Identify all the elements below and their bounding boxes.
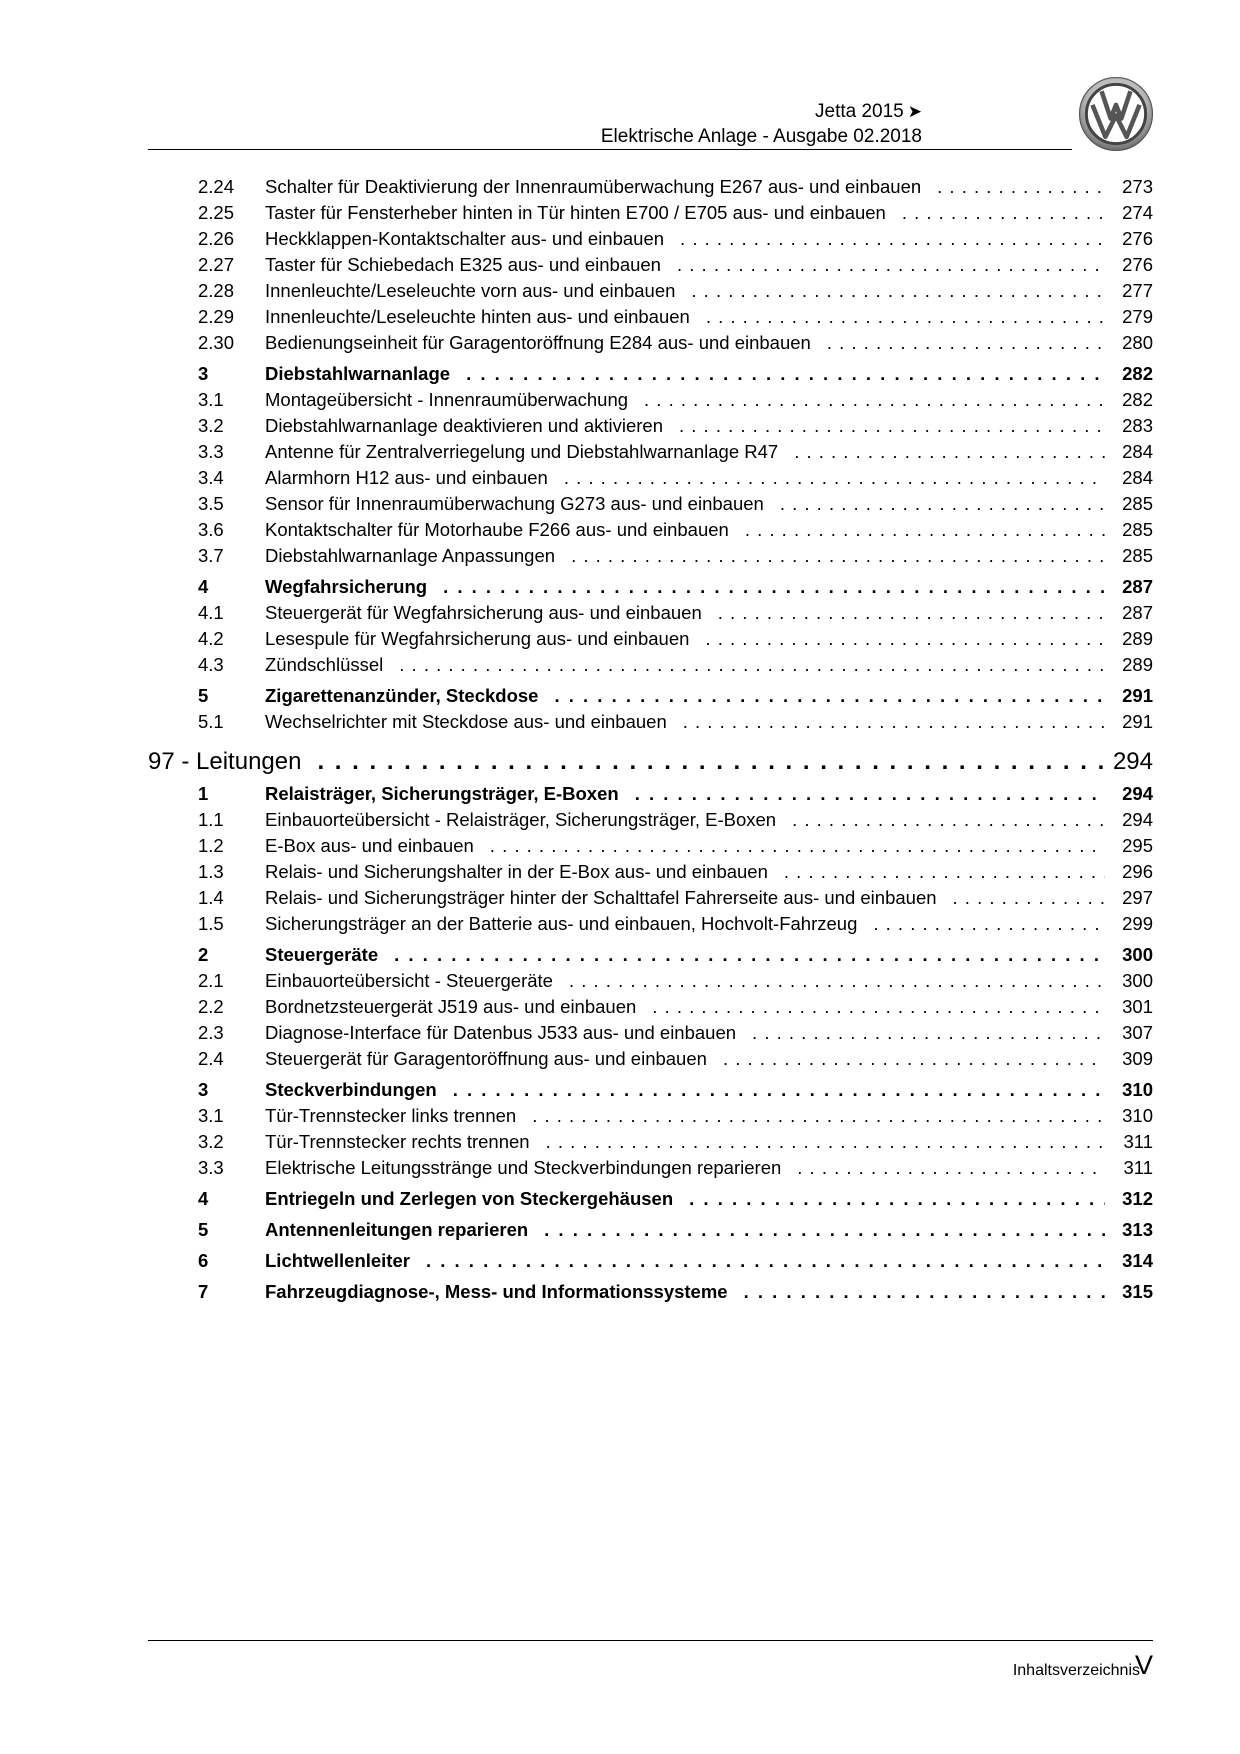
entry-number: 4.2 xyxy=(198,628,224,649)
entry-page: 279 xyxy=(1122,306,1153,327)
toc-section[interactable] xyxy=(148,1279,1153,1305)
toc-section[interactable] xyxy=(148,683,1153,709)
entry-title: Steuergerät für Wegfahrsicherung aus- und einbauen xyxy=(265,602,702,623)
section-title: Wegfahrsicherung xyxy=(265,576,428,597)
entry-page: 276 xyxy=(1122,228,1153,249)
entry-title: Sensor für Innenraumüberwachung G273 aus- und einbauen xyxy=(265,493,764,514)
entry-page: 289 xyxy=(1122,628,1153,649)
section-number: 3 xyxy=(198,1079,209,1100)
section-number: 2 xyxy=(198,944,209,965)
toc-entry[interactable] xyxy=(148,304,1153,330)
entry-number: 4.1 xyxy=(198,602,224,623)
entry-number: 3.4 xyxy=(198,467,224,488)
header-title xyxy=(815,101,922,123)
entry-title: Taster für Schiebedach E325 aus- und einbauen xyxy=(265,254,661,275)
entry-title: Kontaktschalter für Motorhaube F266 aus- und einbauen xyxy=(265,519,729,540)
toc-entry[interactable] xyxy=(148,413,1153,439)
section-title: Relaisträger, Sicherungsträger, E-Boxen xyxy=(265,783,619,804)
section-title: Diebstahlwarnanlage xyxy=(265,363,451,384)
toc-section[interactable] xyxy=(148,1248,1153,1274)
entry-title: Sicherungsträger an der Batterie aus- und einbauen, Hochvolt-Fahrzeug xyxy=(265,913,858,934)
entry-number: 3.2 xyxy=(198,415,224,436)
entry-number: 2.25 xyxy=(198,202,235,223)
entry-number: 3.1 xyxy=(198,1105,224,1126)
entry-number: 2.28 xyxy=(198,280,235,301)
header-divider xyxy=(148,149,1072,150)
entry-title: Bordnetzsteuergerät J519 aus- und einbauen xyxy=(265,996,637,1017)
entry-title: E-Box aus- und einbauen xyxy=(265,835,474,856)
entry-page: 284 xyxy=(1122,467,1153,488)
section-number: 5 xyxy=(198,685,209,706)
entry-page: 276 xyxy=(1122,254,1153,275)
entry-page: 284 xyxy=(1122,441,1153,462)
entry-page: 287 xyxy=(1122,602,1153,623)
entry-page: 277 xyxy=(1122,280,1153,301)
toc-entry[interactable] xyxy=(148,1103,1153,1129)
entry-page: 311 xyxy=(1123,1131,1153,1152)
entry-page: 301 xyxy=(1122,996,1153,1017)
entry-page: 299 xyxy=(1122,913,1153,934)
entry-page: 289 xyxy=(1122,654,1153,675)
entry-page: 294 xyxy=(1122,809,1153,830)
entry-page: 295 xyxy=(1122,835,1153,856)
entry-number: 3.1 xyxy=(198,389,224,410)
entry-number: 3.6 xyxy=(198,519,224,540)
toc-entry[interactable] xyxy=(148,600,1153,626)
entry-page: 282 xyxy=(1122,389,1153,410)
toc-entry[interactable] xyxy=(148,465,1153,491)
toc-section[interactable] xyxy=(148,942,1153,968)
entry-number: 2.4 xyxy=(198,1048,224,1069)
arrow-right-icon: ➤ xyxy=(907,102,922,121)
section-title: Steuergeräte xyxy=(265,944,379,965)
entry-title: Relais- und Sicherungshalter in der E-Box aus- und einbauen xyxy=(265,861,768,882)
toc-section[interactable] xyxy=(148,1077,1153,1103)
footer-divider xyxy=(148,1640,1153,1641)
section-page: 291 xyxy=(1122,685,1153,706)
section-page: 300 xyxy=(1122,944,1153,965)
toc-section[interactable] xyxy=(148,361,1153,387)
entry-title: Diebstahlwarnanlage Anpassungen xyxy=(265,545,556,566)
toc-entry[interactable] xyxy=(148,1129,1153,1155)
toc-entry[interactable] xyxy=(148,517,1153,543)
entry-number: 4.3 xyxy=(198,654,224,675)
entry-title: Innenleuchte/Leseleuchte hinten aus- und einbauen xyxy=(265,306,690,327)
entry-number: 2.26 xyxy=(198,228,235,249)
entry-title: Taster für Fensterheber hinten in Tür hinten E700 / E705 aus- und einbauen xyxy=(265,202,886,223)
toc-entry[interactable] xyxy=(148,833,1153,859)
section-number: 6 xyxy=(198,1250,209,1271)
entry-page: 307 xyxy=(1122,1022,1153,1043)
toc-chapter[interactable] xyxy=(148,743,1153,781)
section-title: Zigarettenanzünder, Steckdose xyxy=(265,685,539,706)
entry-number: 2.2 xyxy=(198,996,224,1017)
entry-title: Schalter für Deaktivierung der Innenraumüberwachung E267 aus- und einbauen xyxy=(265,176,922,197)
toc-section[interactable] xyxy=(148,1186,1153,1212)
entry-page: 285 xyxy=(1122,493,1153,514)
toc-entry[interactable] xyxy=(148,330,1153,356)
entry-title: Steuergerät für Garagentoröffnung aus- und einbauen xyxy=(265,1048,707,1069)
entry-number: 3.2 xyxy=(198,1131,224,1152)
entry-number: 3.7 xyxy=(198,545,224,566)
entry-number: 2.27 xyxy=(198,254,235,275)
chapter-page: 294 xyxy=(1112,748,1153,775)
section-title: Fahrzeugdiagnose-, Mess- und Informationssysteme xyxy=(265,1281,728,1302)
entry-number: 2.3 xyxy=(198,1022,224,1043)
toc-entry[interactable] xyxy=(148,807,1153,833)
section-page: 294 xyxy=(1122,783,1153,804)
section-page: 313 xyxy=(1122,1219,1153,1240)
section-title: Entriegeln und Zerlegen von Steckergehäusen xyxy=(265,1188,674,1209)
page-header xyxy=(148,98,1072,150)
section-page: 315 xyxy=(1122,1281,1153,1302)
toc-entry[interactable] xyxy=(148,387,1153,413)
entry-title: Bedienungseinheit für Garagentoröffnung E284 aus- und einbauen xyxy=(265,332,811,353)
entry-page: 283 xyxy=(1122,415,1153,436)
entry-title: Diebstahlwarnanlage deaktivieren und aktivieren xyxy=(265,415,663,436)
toc-entry[interactable] xyxy=(148,439,1153,465)
toc-entry[interactable] xyxy=(148,709,1153,735)
entry-title: Wechselrichter mit Steckdose aus- und einbauen xyxy=(265,711,667,732)
entry-number: 1.2 xyxy=(198,835,224,856)
entry-page: 274 xyxy=(1122,202,1153,223)
toc-entry[interactable] xyxy=(148,252,1153,278)
section-page: 312 xyxy=(1122,1188,1153,1209)
entry-page: 285 xyxy=(1122,519,1153,540)
section-number: 7 xyxy=(198,1281,209,1302)
toc-entry[interactable] xyxy=(148,174,1153,200)
section-number: 4 xyxy=(198,1188,209,1209)
toc-entry[interactable] xyxy=(148,859,1153,885)
section-page: 287 xyxy=(1122,576,1153,597)
entry-page: 311 xyxy=(1123,1157,1153,1178)
section-page: 310 xyxy=(1122,1079,1153,1100)
toc-entry[interactable] xyxy=(148,226,1153,252)
section-page: 314 xyxy=(1122,1250,1153,1271)
toc-section[interactable] xyxy=(148,781,1153,807)
entry-number: 2.1 xyxy=(198,970,224,991)
toc-entry[interactable] xyxy=(148,911,1153,937)
section-page: 282 xyxy=(1122,363,1153,384)
entry-number: 1.3 xyxy=(198,861,224,882)
toc-entry[interactable] xyxy=(148,491,1153,517)
toc-entry[interactable] xyxy=(148,885,1153,911)
entry-page: 296 xyxy=(1122,861,1153,882)
entry-title: Innenleuchte/Leseleuchte vorn aus- und einbauen xyxy=(265,280,676,301)
entry-title: Tür-Trennstecker rechts trennen xyxy=(265,1131,530,1152)
section-number: 5 xyxy=(198,1219,209,1240)
footer-label: Inhaltsverzeichnis xyxy=(1012,1662,1140,1679)
entry-title: Einbauorteübersicht - Relaisträger, Sicherungsträger, E-Boxen xyxy=(265,809,777,830)
entry-number: 2.29 xyxy=(198,306,235,327)
table-of-contents xyxy=(148,174,1153,1305)
entry-page: 300 xyxy=(1122,970,1153,991)
entry-number: 1.5 xyxy=(198,913,224,934)
toc-entry[interactable] xyxy=(148,1020,1153,1046)
toc-entry[interactable] xyxy=(148,626,1153,652)
entry-number: 5.1 xyxy=(198,711,224,732)
toc-entry[interactable] xyxy=(148,994,1153,1020)
section-number: 1 xyxy=(198,783,209,804)
toc-entry[interactable] xyxy=(148,200,1153,226)
entry-number: 2.24 xyxy=(198,176,235,197)
entry-title: Heckklappen-Kontaktschalter aus- und einbauen xyxy=(265,228,665,249)
toc-entry[interactable] xyxy=(148,1155,1153,1181)
chapter-title: 97 - Leitungen xyxy=(148,748,302,775)
section-number: 4 xyxy=(198,576,209,597)
entry-number: 3.3 xyxy=(198,441,224,462)
section-title: Lichtwellenleiter xyxy=(265,1250,410,1271)
toc-section[interactable] xyxy=(148,574,1153,600)
entry-page: 280 xyxy=(1122,332,1153,353)
toc-entry[interactable] xyxy=(148,968,1153,994)
entry-number: 3.5 xyxy=(198,493,224,514)
entry-page: 310 xyxy=(1122,1105,1153,1126)
vw-logo-icon xyxy=(1078,76,1154,152)
entry-title: Zündschlüssel xyxy=(265,654,384,675)
section-title: Antennenleitungen reparieren xyxy=(265,1219,529,1240)
entry-page: 285 xyxy=(1122,545,1153,566)
entry-title: Antenne für Zentralverriegelung und Diebstahlwarnanlage R47 xyxy=(265,441,779,462)
entry-title: Elektrische Leitungsstränge und Steckverbindungen reparieren xyxy=(265,1157,782,1178)
entry-page: 309 xyxy=(1122,1048,1153,1069)
entry-page: 297 xyxy=(1122,887,1153,908)
entry-number: 1.1 xyxy=(198,809,224,830)
entry-title: Alarmhorn H12 aus- und einbauen xyxy=(265,467,548,488)
entry-number: 2.30 xyxy=(198,332,235,353)
entry-page: 291 xyxy=(1122,711,1153,732)
entry-number: 1.4 xyxy=(198,887,224,908)
toc-entry[interactable] xyxy=(148,278,1153,304)
toc-entry[interactable] xyxy=(148,543,1153,569)
header-subtitle: Elektrische Anlage - Ausgabe 02.2018 xyxy=(600,126,922,147)
entry-title: Einbauorteübersicht - Steuergeräte xyxy=(265,970,553,991)
header-model: Jetta 2015 xyxy=(815,101,904,122)
toc-section[interactable] xyxy=(148,1217,1153,1243)
entry-title: Relais- und Sicherungsträger hinter der Schalttafel Fahrerseite aus- und einbauen xyxy=(265,887,937,908)
toc-entry[interactable] xyxy=(148,1046,1153,1072)
entry-number: 3.3 xyxy=(198,1157,224,1178)
section-number: 3 xyxy=(198,363,209,384)
entry-title: Tür-Trennstecker links trennen xyxy=(265,1105,517,1126)
entry-title: Montageübersicht - Innenraumüberwachung xyxy=(265,389,629,410)
entry-title: Diagnose-Interface für Datenbus J533 aus- und einbauen xyxy=(265,1022,737,1043)
section-title: Steckverbindungen xyxy=(265,1079,437,1100)
entry-page: 273 xyxy=(1122,176,1153,197)
toc-entry[interactable] xyxy=(148,652,1153,678)
footer-page-number: V xyxy=(1134,1650,1153,1680)
entry-title: Lesespule für Wegfahrsicherung aus- und einbauen xyxy=(265,628,690,649)
